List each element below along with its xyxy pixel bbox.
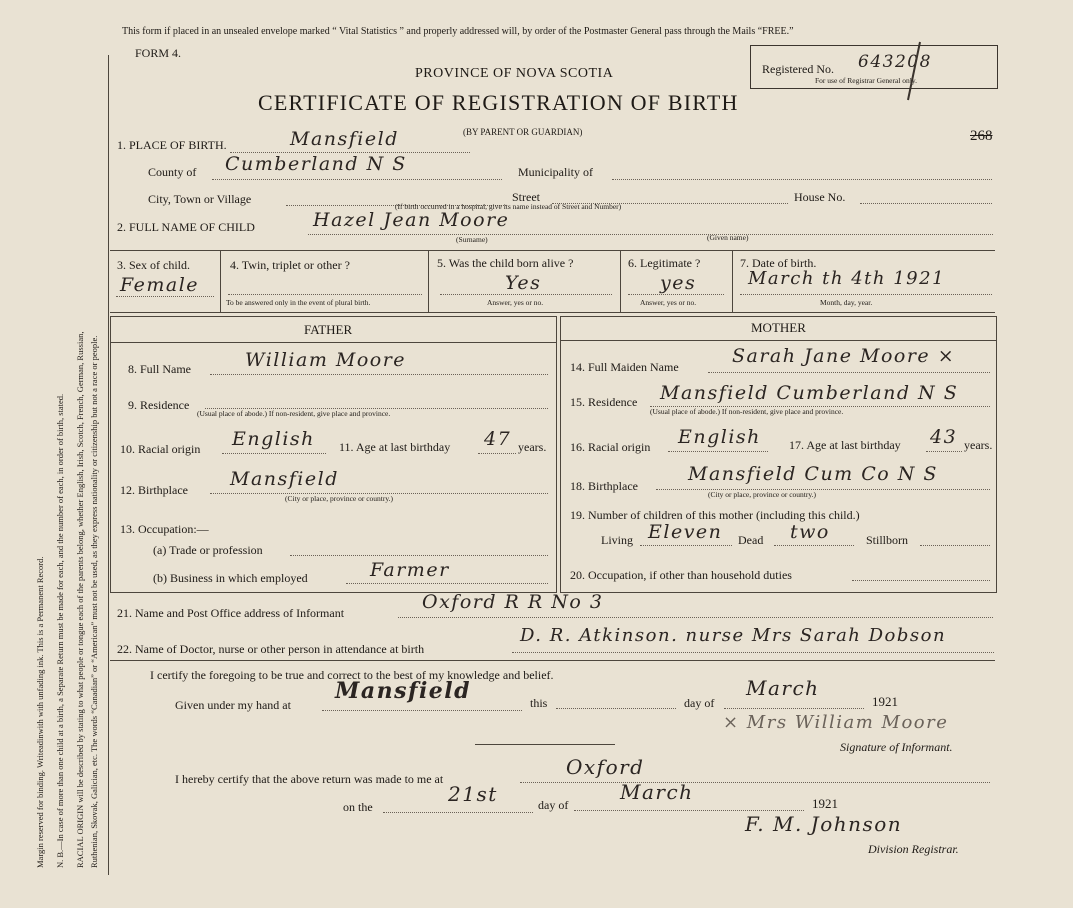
margin-note-3: RACIAL ORIGIN will be described by stating to what people or tongue each of the parents belong, whether English, Irish, Scotch, French, German, Russian, xyxy=(75,331,85,868)
father-racial-value: English xyxy=(232,428,315,450)
mother-name-label: 14. Full Maiden Name xyxy=(570,360,679,374)
page-subtitle: (BY PARENT OR GUARDIAN) xyxy=(463,127,583,137)
mother-heading: MOTHER xyxy=(751,320,806,335)
mother-age-value: 43 xyxy=(930,426,958,448)
registrar-note: For use of Registrar General only. xyxy=(815,76,917,85)
occupation-label: 13. Occupation:— xyxy=(120,522,209,536)
registrar-caption: Division Registrar. xyxy=(868,842,959,856)
mother-residence-value: Mansfield Cumberland N S xyxy=(660,382,959,404)
father-age-value: 47 xyxy=(484,428,512,450)
born-alive-value: Yes xyxy=(505,272,542,294)
given-month-value: March xyxy=(746,676,820,700)
mother-racial-label: 16. Racial origin xyxy=(570,440,651,454)
given-year-value: 1921 xyxy=(872,694,898,709)
informant-signature: × Mrs William Moore xyxy=(723,712,949,733)
mother-birthplace-label: 18. Birthplace xyxy=(570,479,638,493)
registrar-place-value: Oxford xyxy=(566,755,645,779)
sex-label: 3. Sex of child. xyxy=(117,258,190,272)
father-birthplace-label: 12. Birthplace xyxy=(120,483,188,497)
date-of-birth-value: March th 4th 1921 xyxy=(748,268,946,289)
given-under-label: Given under my hand at xyxy=(175,698,291,712)
city-label: City, Town or Village xyxy=(148,192,252,206)
twin-label: 4. Twin, triplet or other ? xyxy=(230,258,350,272)
registrar-day-value: 21st xyxy=(448,782,498,806)
certify-text: I certify the foregoing to be true and correct to the best of my knowledge and belief. xyxy=(150,668,554,682)
hospital-note: (If birth occurred in a hospital, give its name instead of Street and Number) xyxy=(395,202,622,211)
twin-note: To be answered only in the event of plural birth. xyxy=(226,298,371,307)
margin-note-1: Margin reserved for binding. Writeadinwith with unfading ink. This is a Permanent Record. xyxy=(35,556,45,868)
business-value: Farmer xyxy=(370,559,450,581)
dead-value: two xyxy=(790,521,830,543)
children-label: 19. Number of children of this mother (including this child.) xyxy=(570,508,860,522)
margin-rule xyxy=(108,55,109,875)
margin-notes xyxy=(28,30,118,870)
municipality-label: Municipality of xyxy=(518,165,593,179)
father-name-label: 8. Full Name xyxy=(128,362,191,376)
registered-number: 643208 xyxy=(858,52,932,72)
trade-label: (a) Trade or profession xyxy=(153,543,263,557)
doctor-label: 22. Name of Doctor, nurse or other person in attendance at birth xyxy=(117,642,425,656)
registrar-month-value: March xyxy=(620,780,694,804)
house-label: House No. xyxy=(794,190,846,204)
form-number: FORM 4. xyxy=(135,46,182,60)
registrar-day-of-label: day of xyxy=(538,798,569,812)
mother-name-value: Sarah Jane Moore × xyxy=(732,345,956,367)
place-of-birth-value: Mansfield xyxy=(290,128,399,150)
father-heading: FATHER xyxy=(304,322,353,337)
legitimate-value: yes xyxy=(660,272,697,294)
father-racial-label: 10. Racial origin xyxy=(120,442,201,456)
county-value: Cumberland N S xyxy=(225,153,407,175)
pencil-mark xyxy=(890,40,930,110)
margin-note-4: Ruthenian, Skovak, Galician, etc. The words “Canadian” or “American” must not be used, as they express nationality or citizenship but not a race or people. xyxy=(89,335,99,868)
child-name-value: Hazel Jean Moore xyxy=(313,209,510,231)
father-name-value: William Moore xyxy=(245,349,407,371)
corner-number: 268 xyxy=(970,128,993,144)
province-title: PROVINCE OF NOVA SCOTIA xyxy=(415,66,614,81)
margin-note-2: N. B.—In case of more than one child at a birth, a Separate Return must be made for each, and the number of each, in order of birth, stated. xyxy=(55,393,65,868)
born-alive-note: Answer, yes or no. xyxy=(487,298,544,307)
living-value: Eleven xyxy=(648,521,723,543)
date-of-birth-note: Month, day, year. xyxy=(820,298,873,307)
given-place-value: Mansfield xyxy=(335,678,472,704)
place-of-birth-label: 1. PLACE OF BIRTH. xyxy=(117,138,227,152)
on-the-label: on the xyxy=(343,800,373,814)
father-age-label: 11. Age at last birthday xyxy=(339,440,451,454)
father-birthplace-note: (City or place, province or country.) xyxy=(285,494,394,503)
informant-label: 21. Name and Post Office address of Informant xyxy=(117,606,345,620)
mother-age-label: 17. Age at last birthday xyxy=(789,438,901,452)
sex-value: Female xyxy=(120,274,200,296)
informant-value: Oxford R R No 3 xyxy=(422,591,604,613)
born-alive-label: 5. Was the child born alive ? xyxy=(437,256,574,270)
mother-residence-label: 15. Residence xyxy=(570,395,638,409)
father-residence-label: 9. Residence xyxy=(128,398,190,412)
stillborn-label: Stillborn xyxy=(866,533,909,547)
registrar-year-value: 1921 xyxy=(812,796,838,811)
legitimate-note: Answer, yes or no. xyxy=(640,298,697,307)
living-label: Living xyxy=(601,533,633,547)
registrar-signature: F. M. Johnson xyxy=(745,812,903,836)
page-title: CERTIFICATE OF REGISTRATION OF BIRTH xyxy=(258,90,739,115)
county-label: County of xyxy=(148,165,197,179)
mother-racial-value: English xyxy=(678,426,761,448)
dead-label: Dead xyxy=(738,533,764,547)
business-label: (b) Business in which employed xyxy=(153,571,308,585)
mother-residence-note: (Usual place of abode.) If non-resident, give place and province. xyxy=(650,407,844,416)
mother-birthplace-value: Mansfield Cum Co N S xyxy=(688,463,938,485)
father-years: years. xyxy=(518,440,547,454)
given-name-caption: (Given name) xyxy=(707,233,749,242)
father-residence-note: (Usual place of abode.) If non-resident, give place and province. xyxy=(197,409,391,418)
informant-signature-caption: Signature of Informant. xyxy=(840,740,953,754)
separator-rule xyxy=(475,744,615,745)
day-of-label: day of xyxy=(684,696,715,710)
surname-caption: (Surname) xyxy=(456,235,488,244)
legitimate-label: 6. Legitimate ? xyxy=(628,256,701,270)
mother-years: years. xyxy=(964,438,993,452)
this-label: this xyxy=(530,696,548,710)
child-name-label: 2. FULL NAME OF CHILD xyxy=(117,220,255,234)
date-of-birth-label: 7. Date of birth. xyxy=(740,256,817,270)
registrar-text: I hereby certify that the above return was made to me at xyxy=(175,772,444,786)
registered-label: Registered No. xyxy=(762,62,834,76)
mail-notice: This form if placed in an unsealed envelope marked “ Vital Statistics ” and properly addressed will, by order of the Postmaster General pass through the Mails “FREE.” xyxy=(122,26,794,37)
father-birthplace-value: Mansfield xyxy=(230,468,339,490)
mother-occupation-label: 20. Occupation, if other than household duties xyxy=(570,568,792,582)
doctor-value: D. R. Atkinson. nurse Mrs Sarah Dobson xyxy=(520,625,947,646)
street-label: Street xyxy=(512,190,540,204)
mother-birthplace-note: (City or place, province or country.) xyxy=(708,490,817,499)
